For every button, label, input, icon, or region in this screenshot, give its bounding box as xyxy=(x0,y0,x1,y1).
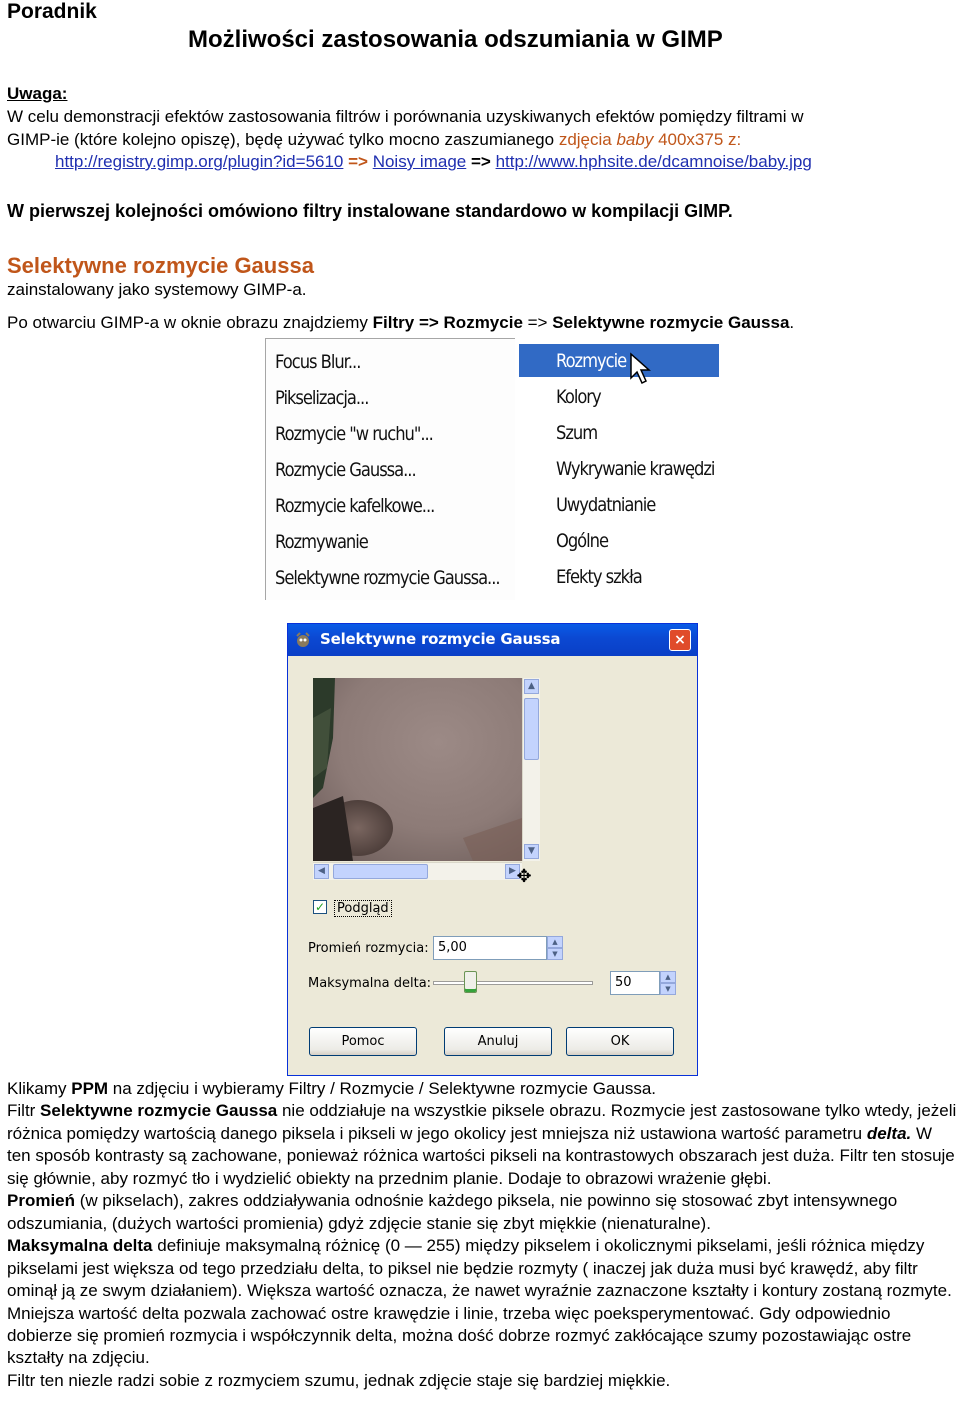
p2-text-2: W ten sposób kontrasty są zachowane, ponieważ różnica wartości pikseli na kontrastowych obszarach jest duża. Filtr ten stosuje się głównie, aby rozmyć tło i wydzielić obiekty na przednim planie. Dodaje to obrazowi wrażenie głębi. xyxy=(7,1123,955,1188)
path-filtry: Filtry xyxy=(372,313,415,332)
noisy-image-link[interactable]: Noisy image xyxy=(372,152,467,171)
path-end: . xyxy=(789,313,795,332)
scroll-right-icon[interactable]: ▶ xyxy=(505,864,520,879)
preview-vscrollbar[interactable] xyxy=(522,678,540,861)
preview-hscrollbar[interactable] xyxy=(313,862,522,880)
preview-checkbox[interactable] xyxy=(313,900,327,914)
gimp-icon xyxy=(294,631,312,649)
path-rozmycie: Rozmycie xyxy=(443,313,523,332)
delta-down-icon[interactable]: ▼ xyxy=(660,983,676,995)
paragraph-2 xyxy=(7,1100,958,1190)
menu-item-gaussian-blur[interactable]: Rozmycie Gaussa... xyxy=(275,459,416,481)
dialog-titlebar[interactable] xyxy=(288,624,697,656)
radius-spinner[interactable] xyxy=(547,936,563,960)
menu-item-motion-blur[interactable]: Rozmycie "w ruchu"... xyxy=(275,423,433,445)
menu-item-kolory[interactable]: Kolory xyxy=(556,386,601,408)
help-button[interactable]: Pomoc xyxy=(309,1027,417,1056)
menu-item-uwydatnianie[interactable]: Uwydatnianie xyxy=(556,494,656,516)
arrow-1: => xyxy=(343,152,373,171)
menu-path xyxy=(7,313,794,333)
menu-item-rozmycie[interactable]: Rozmycie xyxy=(556,350,627,372)
p2-text: nie oddziałuje na wszystkie piksele obrazu. Rozmycie jest zastosowane tylko wtedy, jeżeli różnica pomiędzy wartością danego piksela i pikseli w jego okolicy jest mniejsza niż ustawiona wartość parametru xyxy=(7,1101,957,1143)
menu-item-szum[interactable]: Szum xyxy=(556,422,598,444)
p2-delta: delta. xyxy=(866,1123,912,1143)
preview-label[interactable]: Podgląd xyxy=(334,900,392,917)
body-text xyxy=(7,1078,958,1392)
note-label: Uwaga: xyxy=(7,84,68,103)
radius-label: Promień rozmycia: xyxy=(308,941,429,956)
vscroll-thumb[interactable] xyxy=(524,698,539,760)
paragraph-5: Filtr ten niezle radzi sobie z rozmyciem szumu, jednak zdjęcie staje się bardziej miękkie. xyxy=(7,1370,671,1390)
scroll-left-icon[interactable]: ◀ xyxy=(314,864,329,879)
p2-filter-name: Selektywne rozmycie Gaussa xyxy=(40,1101,278,1121)
arrow-2: => xyxy=(466,152,496,171)
baby-photo xyxy=(313,678,522,861)
checkmark-icon: ✓ xyxy=(314,900,326,914)
cancel-button[interactable]: Anuluj xyxy=(444,1027,552,1056)
paragraph-4 xyxy=(7,1235,958,1370)
delta-slider-handle[interactable] xyxy=(464,971,477,993)
p1-ppm: PPM xyxy=(71,1079,109,1098)
delta-input[interactable]: 50 xyxy=(610,971,660,995)
filters-menu xyxy=(517,338,721,600)
scroll-up-icon[interactable]: ▲ xyxy=(524,679,539,694)
blur-submenu xyxy=(265,338,515,600)
delta-slider-track[interactable] xyxy=(433,981,593,985)
p4-term: Maksymalna delta xyxy=(7,1236,153,1256)
menu-item-pikselizacja[interactable]: Pikselizacja... xyxy=(275,387,369,409)
baby-jpg-link[interactable]: http://www.hphsite.de/dcamnoise/baby.jpg xyxy=(495,152,812,171)
radius-down-icon[interactable]: ▼ xyxy=(547,948,563,960)
note-paragraph xyxy=(7,106,956,174)
close-icon[interactable]: × xyxy=(669,629,691,651)
note-line2: GIMP-ie (które kolejno opiszę), będę używać tylko mocno zaszumianego xyxy=(7,129,559,149)
menu-item-tile-blur[interactable]: Rozmycie kafelkowe... xyxy=(275,495,435,517)
delta-spinner[interactable] xyxy=(660,971,676,995)
section-subtitle: zainstalowany jako systemowy GIMP-a. xyxy=(7,280,307,299)
menu-item-rozmywanie[interactable]: Rozmywanie xyxy=(275,531,368,553)
path-arrow-2: => xyxy=(522,313,553,332)
ok-button[interactable]: OK xyxy=(566,1027,674,1056)
dialog-title: Selektywne rozmycie Gaussa xyxy=(320,630,561,648)
menu-item-ogolne[interactable]: Ogólne xyxy=(556,530,608,552)
p4-text: definiuje maksymalną różnicę (0 — 255) między pikselem i okolicznymi pikselami, jeśli różnica między pikselami jest większa od tego przedziału delta, to piksel nie będzie rozmyty ( inaczej jak duża musi być krawędź, aby filtr ominął ją ze swym działaniem). Większa wartość oznacza, że nawet wyraźnie zaznaczone kształty i kontury zostaną rozmyte. Mniejsza wartość delta pozwala zachować ostre krawędzie i linie, trzeba więc poeksperymentować. Gdy odpowiednio dobierze się promień rozmycia i współczynnik delta, można dość dobrze rozmyć zakłócające szumy pozostawiając ostre kształty na zdjęciu. xyxy=(7,1236,952,1368)
path-selektywne: Selektywne rozmycie Gaussa xyxy=(552,313,790,332)
note-size: 400x375 z: xyxy=(653,129,742,149)
p3-text: (w pikselach), zakres oddziaływania odnośnie każdego piksela, nie powinno się stosować zbyt intensywnego odszumiania, (dużych wartości promienia) gdyż zdjęcie stanie się zbyt miękkie (nienaturalne). xyxy=(7,1191,898,1233)
menu-item-glass-effects[interactable]: Efekty szkła xyxy=(556,566,642,588)
paragraph-1 xyxy=(7,1078,958,1100)
note-baby: baby xyxy=(616,129,654,149)
radius-input[interactable]: 5,00 xyxy=(433,936,547,960)
hscroll-thumb[interactable] xyxy=(333,864,428,879)
p3-term: Promień xyxy=(7,1191,76,1211)
registry-link[interactable]: http://registry.gimp.org/plugin?id=5610 xyxy=(55,152,344,171)
menu-item-selective-gaussian[interactable]: Selektywne rozmycie Gaussa... xyxy=(275,567,500,589)
delta-up-icon[interactable]: ▲ xyxy=(660,971,676,983)
menu-screenshot xyxy=(265,338,721,600)
radius-up-icon[interactable]: ▲ xyxy=(547,936,563,948)
p2-pre: Filtr xyxy=(7,1101,41,1121)
scroll-down-icon[interactable]: ▼ xyxy=(524,844,539,859)
note-line1: W celu demonstracji efektów zastosowania filtrów i porównania uzyskiwanych efektów pomiędzy filtrami w xyxy=(7,107,804,126)
menu-item-focus-blur[interactable]: Focus Blur... xyxy=(275,351,361,373)
note-photo: zdjęcia xyxy=(558,129,612,149)
p1-pre: Klikamy xyxy=(7,1079,72,1098)
selective-gaussian-dialog xyxy=(287,623,698,1076)
preview-image[interactable] xyxy=(313,678,522,861)
intro-text: W pierwszej kolejności omówiono filtry instalowane standardowo w kompilacji GIMP. xyxy=(7,201,733,221)
mouse-cursor-icon xyxy=(629,352,651,386)
paragraph-3 xyxy=(7,1190,958,1235)
section-label: Poradnik xyxy=(7,0,97,23)
p1-post: na zdjęciu i wybieramy Filtry / Rozmycie / Selektywne rozmycie Gaussa. xyxy=(108,1079,657,1098)
path-arrow-1: => xyxy=(414,313,444,332)
delta-label: Maksymalna delta: xyxy=(308,976,432,991)
page-title: Możliwości zastosowania odszumiania w GIMP xyxy=(188,26,723,53)
path-prefix: Po otwarciu GIMP-a w oknie obrazu znajdziemy xyxy=(7,313,373,332)
menu-item-edge-detect[interactable]: Wykrywanie krawędzi xyxy=(556,458,715,480)
move-icon[interactable]: ✥ xyxy=(516,866,532,887)
section-heading: Selektywne rozmycie Gaussa xyxy=(7,253,314,278)
